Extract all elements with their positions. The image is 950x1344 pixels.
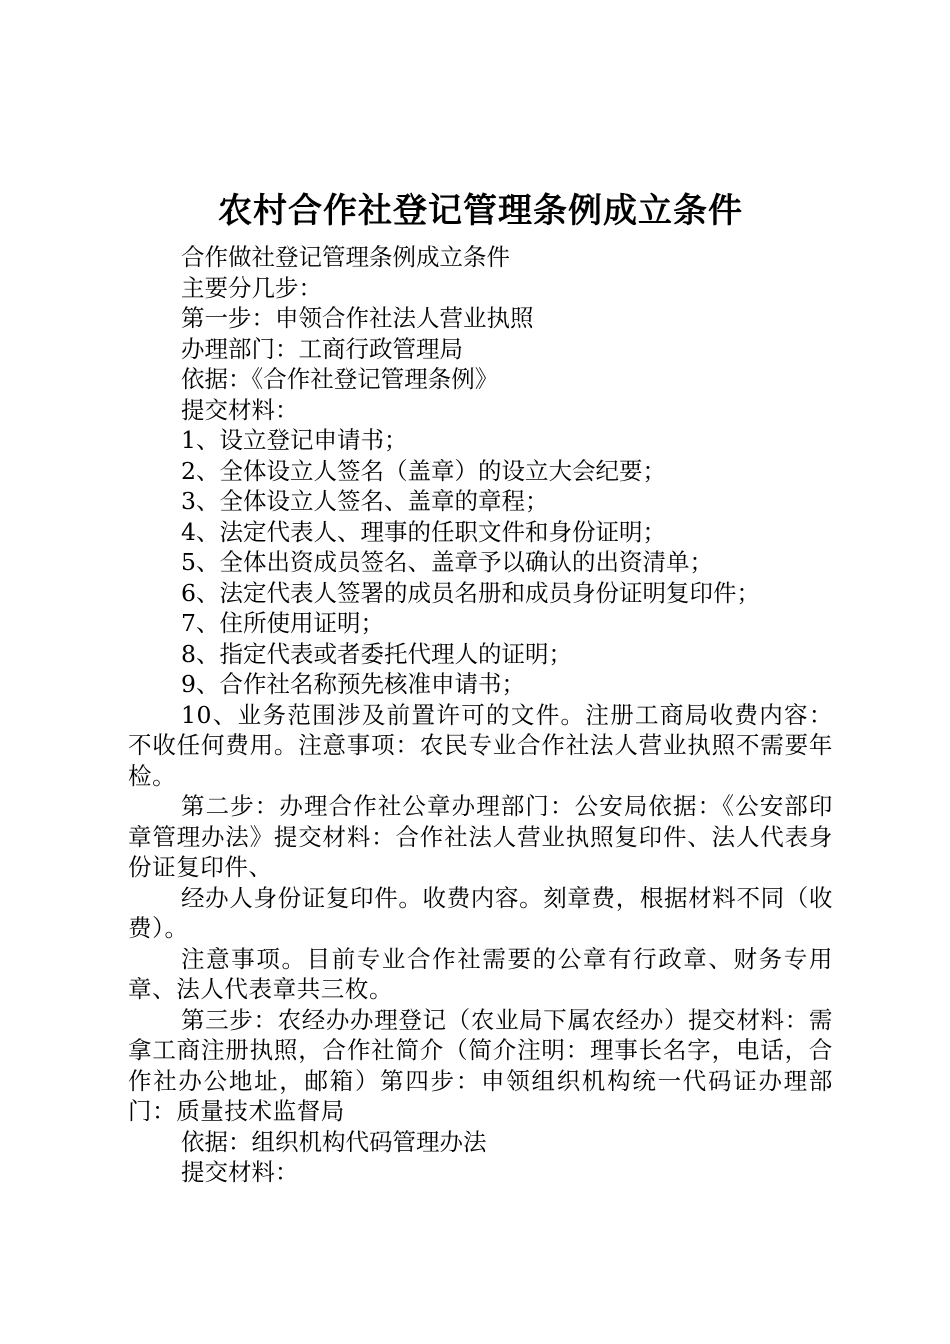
text-line: 依据：组织机构代码管理办法 bbox=[181, 1127, 487, 1156]
list-item: 3、全体设立人签名、盖章的章程； bbox=[181, 487, 549, 515]
text-line: 主要分几步： bbox=[181, 273, 322, 302]
list-item: 9、合作社名称预先核准申请书； bbox=[181, 670, 525, 698]
text-line: 合作做社登记管理条例成立条件 bbox=[181, 243, 510, 271]
list-item: 1、设立登记申请书； bbox=[181, 426, 408, 454]
document-title: 农村合作社登记管理条例成立条件 bbox=[218, 191, 743, 231]
document-page bbox=[128, 180, 833, 1188]
list-item: 7、住所使用证明； bbox=[181, 609, 384, 637]
body-paragraph: 注意事项。目前专业合作社需要的公章有行政章、财务专用章、法人代表章共三枚。 bbox=[128, 944, 833, 1003]
body-paragraph: 第三步：农经办办理登记（农业局下属农经办）提交材料：需拿工商注册执照，合作社简介（简介注明：理事长名字，电话，合作社办公地址，邮箱）第四步：申领组织机构统一代码证办理部门：质量技术监督局 bbox=[128, 1005, 833, 1125]
list-item: 4、法定代表人、理事的任职文件和身份证明； bbox=[181, 517, 666, 546]
body-paragraph: 第二步：办理合作社公章办理部门：公安局依据：《公安部印章管理办法》提交材料：合作社法人营业执照复印件、法人代表身份证复印件、 bbox=[128, 792, 833, 881]
list-item: 8、指定代表或者委托代理人的证明； bbox=[181, 639, 572, 668]
list-item: 5、全体出资成员签名、盖章予以确认的出资清单； bbox=[181, 548, 713, 576]
list-item: 2、全体设立人签名（盖章）的设立大会纪要； bbox=[181, 456, 666, 485]
body-paragraph: 经办人身份证复印件。收费内容。刻章费，根据材料不同（收费）。 bbox=[128, 883, 833, 942]
list-item: 6、法定代表人签署的成员名册和成员身份证明复印件； bbox=[181, 578, 760, 607]
body-paragraph: 10、业务范围涉及前置许可的文件。注册工商局收费内容：不收任何费用。注意事项：农民专业合作社法人营业执照不需要年检。 bbox=[128, 700, 833, 790]
step-heading: 第一步：申领合作社法人营业执照 bbox=[181, 304, 534, 332]
text-line: 办理部门：工商行政管理局 bbox=[181, 334, 463, 363]
text-line: 依据：《合作社登记管理条例》 bbox=[181, 365, 499, 393]
text-line: 提交材料： bbox=[181, 1158, 299, 1186]
text-line: 提交材料： bbox=[181, 395, 299, 424]
